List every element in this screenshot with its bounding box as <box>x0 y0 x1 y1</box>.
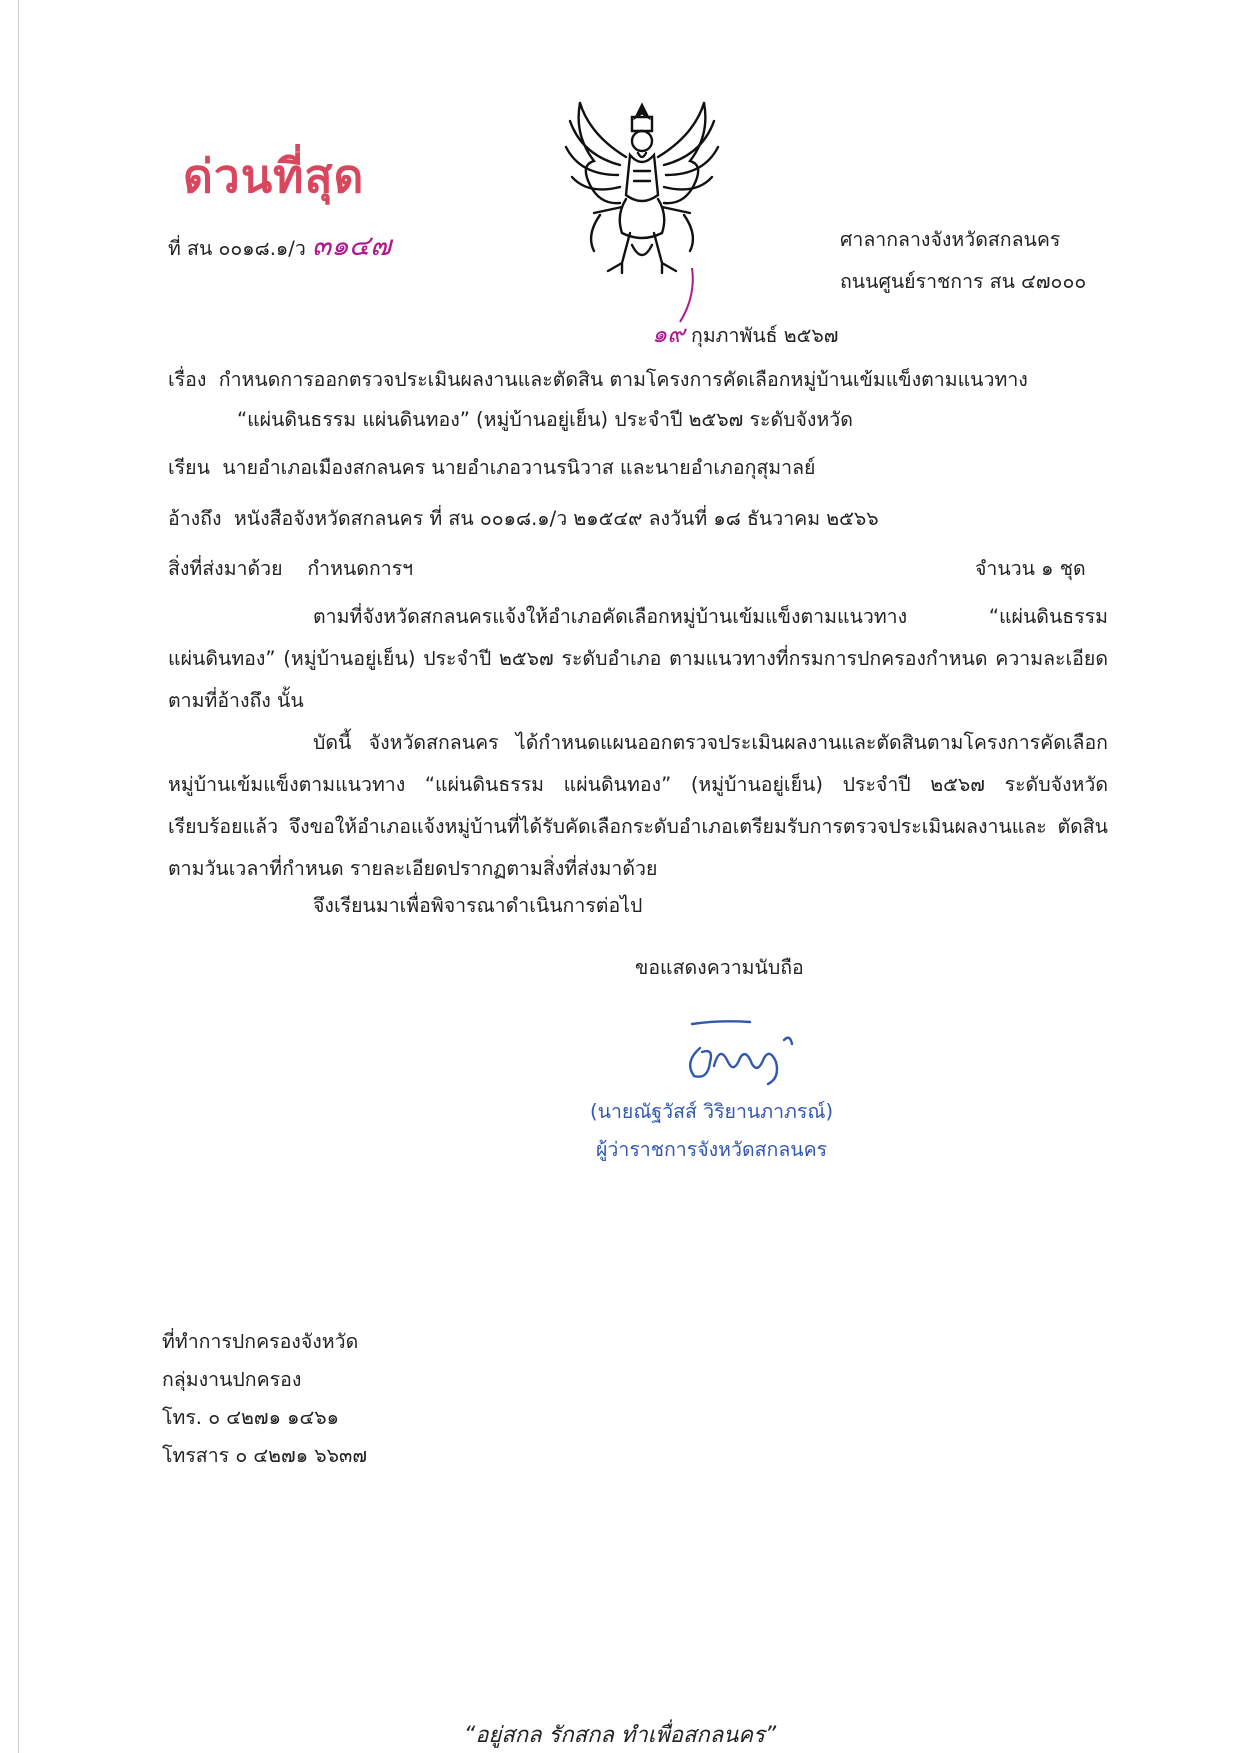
subject-line1 <box>168 364 1028 395</box>
date-month-year: กุมภาพันธ์ ๒๕๖๗ <box>691 324 839 347</box>
office-address-line2: ถนนศูนย์ราชการ สน ๔๗๐๐๐ <box>840 270 1087 293</box>
body-paragraph-3: จึงเรียนมาเพื่อพิจารณาดำเนินการต่อไป <box>313 894 643 917</box>
body-paragraph-2 <box>168 722 1108 890</box>
footer-telephone: โทร. ๐ ๔๒๗๑ ๑๔๖๑ <box>162 1406 340 1429</box>
subject-text-line2: “แผ่นดินธรรม แผ่นดินทอง” (หมู่บ้านอยู่เย็น) ประจำปี ๒๕๖๗ ระดับจังหวัด <box>237 408 853 431</box>
signature-icon <box>680 1018 800 1088</box>
addressee-text: นายอำเภอเมืองสกลนคร นายอำเภอวานรนิวาส และนายอำเภอกุสุมาลย์ <box>222 456 816 479</box>
subject-label: เรื่อง <box>168 368 207 391</box>
page-edge-line <box>18 0 19 1753</box>
handwritten-date-day: ๑๙ <box>652 320 685 348</box>
addressee-label: เรียน <box>168 456 210 479</box>
urgency-stamp: ด่วนที่สุด <box>183 149 365 203</box>
office-address-line1: ศาลากลางจังหวัดสกลนคร <box>840 228 1061 251</box>
closing-salutation: ขอแสดงความนับถือ <box>635 956 804 979</box>
signer-name: (นายณัฐวัสส์ วิริยานภาภรณ์) <box>590 1100 834 1123</box>
footer-fax: โทรสาร ๐ ๔๒๗๑ ๖๖๓๗ <box>162 1444 368 1467</box>
reference-label: อ้างถึง <box>168 507 222 530</box>
reference-prefix: ที่ สน ๐๐๑๘.๑/ว <box>168 237 306 260</box>
body-paragraph-2-text: บัดนี้ จังหวัดสกลนคร ได้กำหนดแผนออกตรวจประเมินผลงานและตัดสินตามโครงการคัดเลือก หมู่บ้านเข้มแข็งตามแนวทาง “แผ่นดินธรรม แผ่นดินทอง” (หมู่บ้านอยู่เย็น) ประจำปี ๒๕๖๗ ระดับจังหวัด เรียบร้อยแล้ว จึงขอให้อำเภอแจ้งหมู่บ้านที่ได้รับคัดเลือกระดับอำเภอเตรียมรับการตรวจประเมินผลงานและ ตัดสิน ตามวันเวลาที่กำหนด รายละเอียดปรากฏตามสิ่งที่ส่งมาด้วย <box>168 731 1108 880</box>
garuda-emblem-icon <box>560 95 725 280</box>
enclosure-line <box>168 553 413 584</box>
footer-office: ที่ทำการปกครองจังหวัด <box>162 1330 359 1353</box>
body-paragraph-1 <box>168 596 1108 722</box>
footer-slogan: “อยู่สกล รักสกล ทำเพื่อสกลนคร” <box>463 1723 777 1748</box>
signer-title: ผู้ว่าราชการจังหวัดสกลนคร <box>596 1138 828 1161</box>
handwritten-ref-number: ๓๑๔๗ <box>312 229 392 262</box>
enclosure-label: สิ่งที่ส่งมาด้วย <box>168 557 283 580</box>
reference-line <box>168 503 879 534</box>
enclosure-text: กำหนดการฯ <box>307 557 414 580</box>
reference-number <box>168 224 391 268</box>
subject-text-line1: กำหนดการออกตรวจประเมินผลงานและตัดสิน ตามโครงการคัดเลือกหมู่บ้านเข้มแข็งตามแนวทาง <box>218 368 1028 391</box>
enclosure-count: จำนวน ๑ ชุด <box>975 557 1086 580</box>
document-date <box>652 314 838 353</box>
reference-text: หนังสือจังหวัดสกลนคร ที่ สน ๐๐๑๘.๑/ว ๒๑๕๔๙ ลงวันที่ ๑๘ ธันวาคม ๒๕๖๖ <box>233 507 879 530</box>
addressee <box>168 452 815 483</box>
footer-section: กลุ่มงานปกครอง <box>162 1368 302 1391</box>
body-paragraph-1-text: ตามที่จังหวัดสกลนครแจ้งให้อำเภอคัดเลือกหมู่บ้านเข้มแข็งตามแนวทาง “แผ่นดินธรรม แผ่นดินทอง” (หมู่บ้านอยู่เย็น) ประจำปี ๒๕๖๗ ระดับอำเภอ ตามแนวทางที่กรมการปกครองกำหนด ความละเอียดตามที่อ้างถึง นั้น <box>168 605 1108 712</box>
